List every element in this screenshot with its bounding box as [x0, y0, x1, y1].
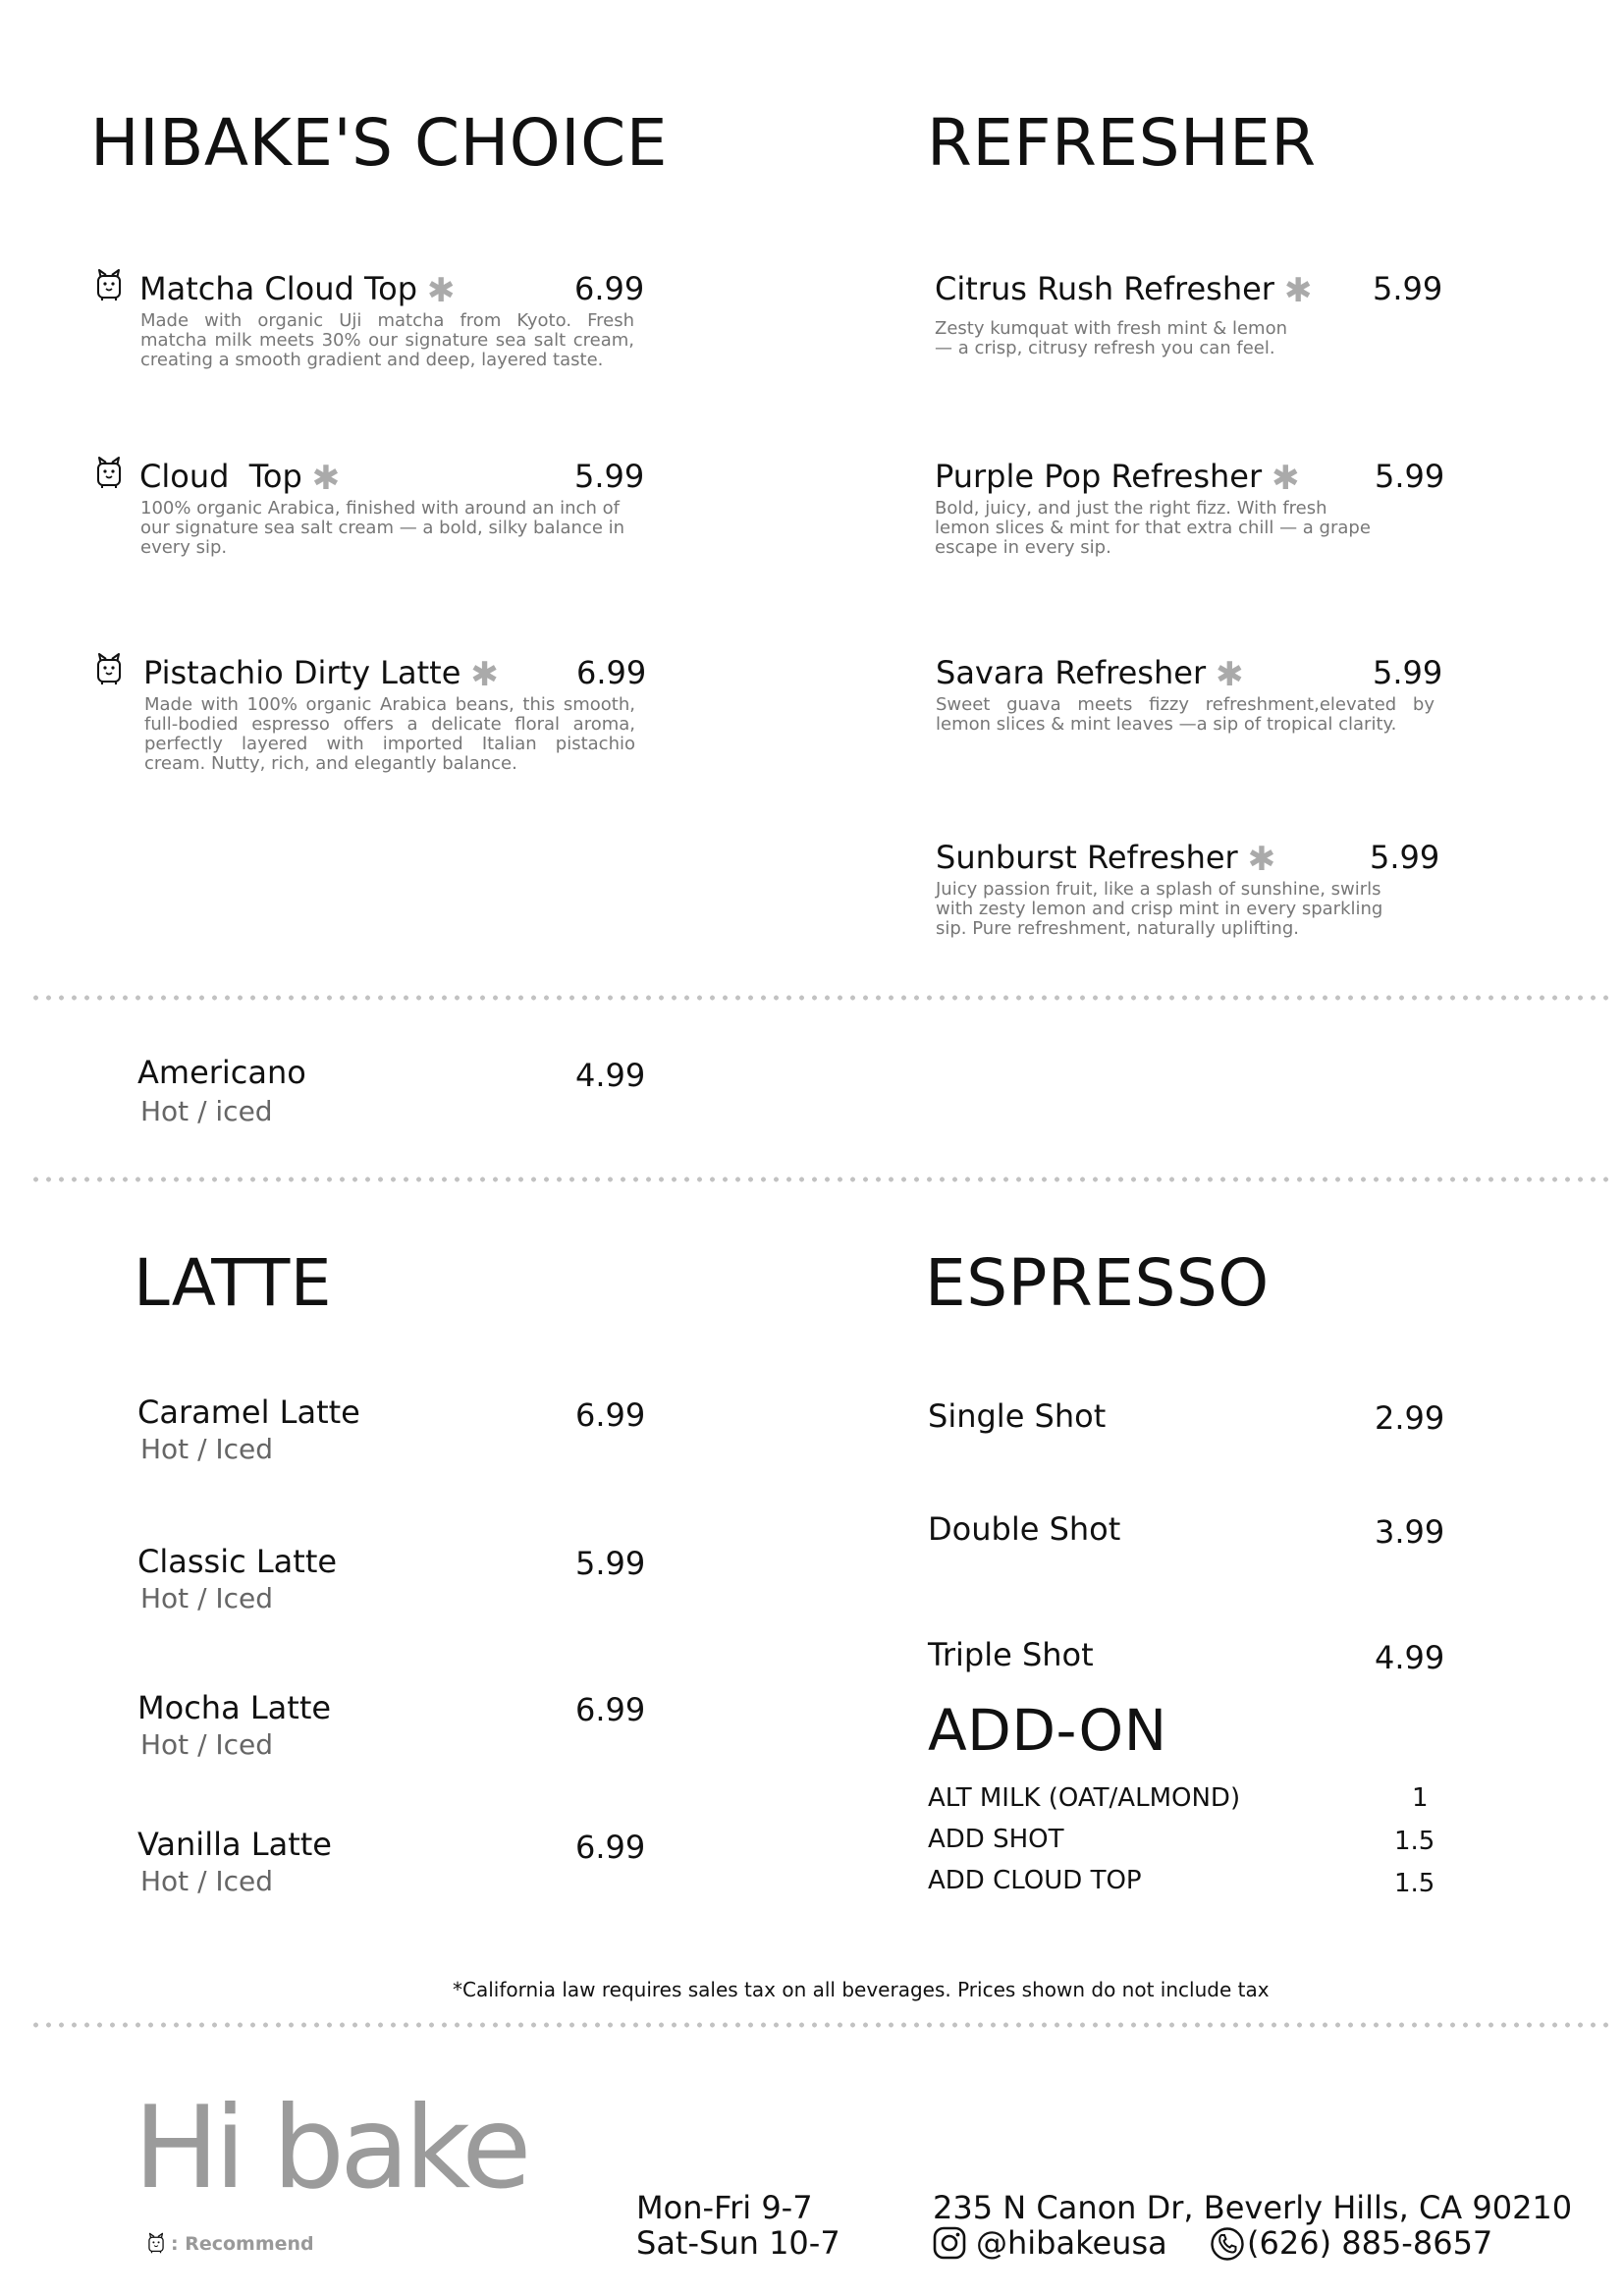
recommend-legend: : Recommend — [171, 2233, 314, 2255]
addon-name: ADD CLOUD TOP — [928, 1866, 1142, 1895]
menu-item-price: 4.99 — [1375, 1639, 1445, 1676]
menu-item-options: Hot / Iced — [140, 1728, 274, 1761]
addon-name: ADD SHOT — [928, 1825, 1064, 1854]
americano-name: Americano — [137, 1054, 306, 1091]
cat-face-icon — [95, 651, 123, 686]
menu-item-name: Cloud Top ✱ — [139, 458, 341, 498]
asterisk-icon: ✱ — [1272, 459, 1300, 498]
menu-item-name: Sunburst Refresher ✱ — [936, 839, 1276, 879]
menu-item-name: Citrus Rush Refresher ✱ — [935, 270, 1313, 310]
asterisk-icon: ✱ — [311, 459, 341, 498]
dotted-divider — [29, 995, 1610, 1001]
menu-item-price: 5.99 — [575, 1545, 646, 1582]
menu-item-price: 6.99 — [575, 1829, 646, 1866]
menu-item-name: Double Shot — [928, 1510, 1121, 1548]
asterisk-icon: ✱ — [1216, 655, 1244, 694]
menu-item-name: Triple Shot — [928, 1636, 1094, 1673]
americano-options: Hot / iced — [140, 1095, 273, 1127]
menu-item-name: Savara Refresher ✱ — [936, 654, 1244, 694]
dotted-divider — [29, 2022, 1610, 2028]
menu-item-desc: Made with organic Uji matcha from Kyoto. Fresh matcha milk meets 30% our signature sea salt cream, creating a smooth gradient and deep, layered taste. — [140, 310, 634, 370]
menu-item-price: 6.99 — [574, 270, 645, 307]
menu-item-price: 5.99 — [574, 458, 645, 495]
menu-item-desc: Zesty kumquat with fresh mint & lemon — a crisp, citrusy refresh you can feel. — [935, 318, 1288, 358]
refresher-title: REFRESHER — [927, 105, 1317, 181]
menu-item-price: 6.99 — [575, 1691, 646, 1728]
menu-item-price: 3.99 — [1375, 1513, 1445, 1551]
phone-number[interactable]: (626) 885-8657 — [1247, 2224, 1493, 2262]
menu-item-desc: Juicy passion fruit, like a splash of sunshine, swirls with zesty lemon and crisp mint in every sparkling sip. Pure refreshment, naturally uplifting. — [936, 879, 1383, 939]
phone-icon[interactable] — [1210, 2226, 1245, 2262]
menu-item-price: 5.99 — [1370, 839, 1440, 876]
cat-face-icon — [95, 455, 123, 490]
menu-item-price: 5.99 — [1373, 270, 1443, 307]
asterisk-icon: ✱ — [470, 655, 499, 694]
menu-item-desc: Bold, juicy, and just the right fizz. With fresh lemon slices & mint for that extra chill — a grape escape in every sip. — [935, 498, 1371, 558]
cat-face-icon — [147, 2231, 165, 2255]
menu-item-name: Vanilla Latte — [137, 1826, 332, 1863]
menu-item-desc: Sweet guava meets fizzy refreshment,elevated by lemon slices & mint leaves —a sip of tropical clarity. — [936, 694, 1435, 735]
menu-item-desc: Made with 100% organic Arabica beans, this smooth, full-bodied espresso offers a delicate floral aroma, perfectly layered with imported Italian pistachio cream. Nutty, rich, and elegantly balance. — [144, 694, 635, 774]
menu-item-name: Matcha Cloud Top ✱ — [139, 270, 456, 310]
addon-price: 1.5 — [1394, 1869, 1435, 1898]
menu-item-name: Single Shot — [928, 1397, 1107, 1435]
cat-face-icon — [95, 267, 123, 302]
addon-title: ADD-ON — [928, 1697, 1167, 1764]
addon-name: ALT MILK (OAT/ALMOND) — [928, 1783, 1241, 1813]
asterisk-icon: ✱ — [1283, 271, 1313, 310]
menu-item-desc: 100% organic Arabica, finished with around an inch of our signature sea salt cream — a bold, silky balance in every sip. — [140, 498, 625, 558]
menu-item-price: 6.99 — [575, 1396, 646, 1434]
menu-item-name: Mocha Latte — [137, 1689, 332, 1726]
espresso-title: ESPRESSO — [925, 1245, 1270, 1321]
instagram-icon[interactable] — [933, 2226, 966, 2260]
menu-item-price: 5.99 — [1375, 458, 1445, 495]
menu-item-price: 5.99 — [1373, 654, 1443, 691]
menu-item-price: 6.99 — [576, 654, 647, 691]
menu-item-name: Pistachio Dirty Latte ✱ — [143, 654, 499, 694]
asterisk-icon: ✱ — [427, 271, 456, 310]
menu-item-options: Hot / Iced — [140, 1865, 274, 1897]
menu-item-options: Hot / Iced — [140, 1433, 274, 1465]
menu-item-name: Purple Pop Refresher ✱ — [935, 458, 1300, 498]
hours-weekday: Mon-Fri 9-7 — [636, 2189, 813, 2226]
hibakes-choice-title: HIBAKE'S CHOICE — [90, 105, 668, 181]
addon-price: 1 — [1412, 1783, 1429, 1813]
asterisk-icon: ✱ — [1247, 840, 1276, 879]
hours-weekend: Sat-Sun 10-7 — [636, 2224, 840, 2262]
instagram-handle[interactable]: @hibakeusa — [976, 2224, 1167, 2262]
tax-note: *California law requires sales tax on all beverages. Prices shown do not include tax — [453, 1978, 1270, 2001]
menu-item-name: Classic Latte — [137, 1543, 338, 1580]
dotted-divider — [29, 1176, 1610, 1182]
americano-price: 4.99 — [575, 1057, 646, 1094]
menu-item-name: Caramel Latte — [137, 1394, 360, 1431]
store-address[interactable]: 235 N Canon Dr, Beverly Hills, CA 90210 — [933, 2189, 1573, 2226]
addon-price: 1.5 — [1394, 1827, 1435, 1856]
latte-title: LATTE — [134, 1245, 332, 1321]
menu-item-options: Hot / Iced — [140, 1582, 274, 1614]
brand-logo: Hi bake — [134, 2082, 527, 2214]
menu-item-price: 2.99 — [1375, 1399, 1445, 1437]
